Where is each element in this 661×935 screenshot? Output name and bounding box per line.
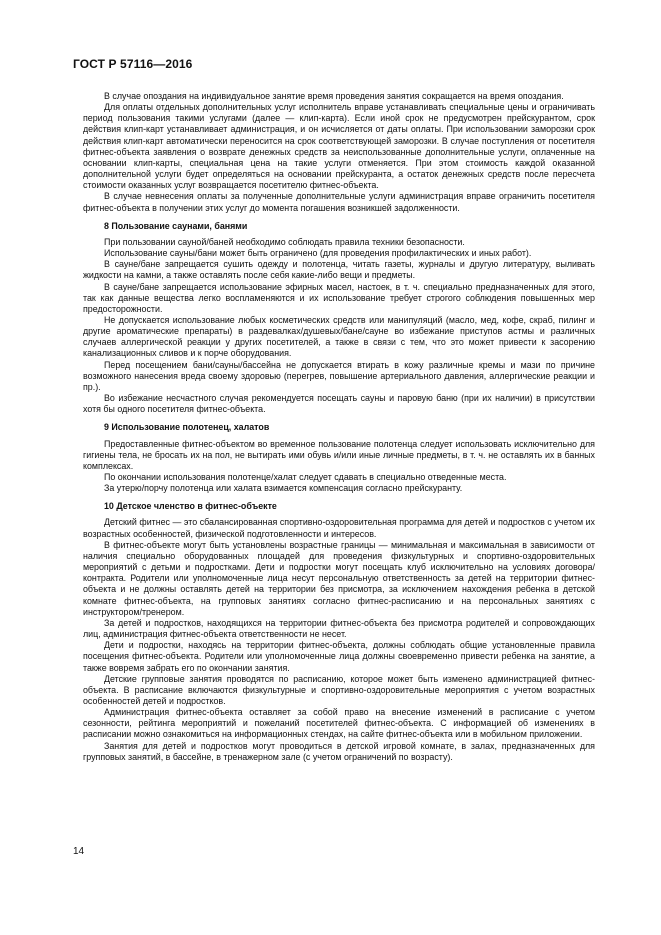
section-heading: 8 Пользование саунами, банями (104, 220, 248, 231)
paragraph: В случае невнесения оплаты за полученные дополнительные услуги администрация вправе ограничить посетителя фитнес-объекта в получении этих услуг до момента погашения возникшей задолженности. (83, 191, 595, 213)
section-heading: 9 Использование полотенец, халатов (104, 422, 270, 433)
paragraph: За утерю/порчу полотенца или халата взимается компенсация согласно прейскуранту. (104, 483, 463, 494)
standard-header: ГОСТ Р 57116—2016 (73, 57, 193, 71)
paragraph: Администрация фитнес-объекта оставляет за собой право на внесение изменений в расписание с учетом сезонности, рейтинга мероприятий и пожеланий посетителей фитнес-объекта. С информацией об изменениях в расписании можно ознакомиться на информационных стендах, на сайте фитнес-объекта или в мобильном приложении. (83, 707, 595, 740)
page-number: 14 (73, 846, 85, 857)
paragraph: Во избежание несчастного случая рекомендуется посещать сауны и паровую баню (при их наличии) в присутствии хотя бы одного посетителя фитнес-объекта. (83, 393, 595, 415)
paragraph: В случае опоздания на индивидуальное занятие время проведения занятия сокращается на время опоздания. (104, 91, 564, 101)
paragraph: Занятия для детей и подростков могут проводиться в детской игровой комнате, в залах, предназначенных для групповых занятий, в бассейне, в тренажерном зале (с учетом ограничений по возрасту). (83, 740, 595, 762)
paragraph: Детский фитнес — это сбалансированная спортивно-оздоровительная программа для детей и подростков с учетом их возрастных особенностей, физической подготовленности и интересов. (83, 517, 595, 539)
paragraph: При пользовании сауной/баней необходимо соблюдать правила техники безопасности. (104, 236, 465, 247)
paragraph: В сауне/бане запрещается использование эфирных масел, настоек, в т. ч. специально предназначенных для этого, так как данные вещества легко воспламеняются и их использование требует строгого соблюдения повышенных мер предосторожности. (83, 281, 595, 314)
paragraph: Для оплаты отдельных дополнительных услуг исполнитель вправе устанавливать специальные цены и ограничивать период пользования такими услугами (далее — клип-карта). Если иной срок не предусмотрен прейскурантом, срок действия клип-карт устанавливает администрация, и он исчисляется от даты оплаты. При использовании заморозки срок действия клип-карт автоматически переносится на срок соответствующей заморозки. В случае поступления от посетителя фитнес-объекта заявления о возврате денежных средств за неиспользованные дополнительные услуги, оплаченные на основании клип-карты, специальная цена на такие услуги отменяется. При этом стоимость каждой оказанной дополнительной услуги будет определяться на основании прейскуранта, а остаток денежных средств после пересчета стоимости оказанных услуг возвращается посетителю фитнес-объекта. (83, 102, 595, 191)
paragraph: Дети и подростки, находясь на территории фитнес-объекта, должны соблюдать общие установленные правила посещения фитнес-объекта. Родители или уполномоченные лица должны своевременно привести ребенка на занятие, а также вовремя забрать его по окончании занятия. (83, 640, 595, 673)
paragraph: В фитнес-объекте могут быть установлены возрастные границы — минимальная и максимальная в зависимости от наличия специально оборудованных площадей для проведения физкультурных и спортивно-оздоровительных мероприятий с детьми и подростками. Дети и подростки могут посещать клуб исключительно на условиях договора/контракта. Родители или уполномоченные лица несут персональную ответственность за детей на территории фитнес-объекта и не должны оставлять детей на территории без присмотра, за исключением нахождения ребенка в детской комнате фитнес-объекта, на групповых занятиях согласно фитнес-расписанию и на персональных занятиях с инструктором/тренером. (83, 539, 595, 617)
paragraph: По окончании использования полотенце/халат следует сдавать в специально отведенные места. (104, 472, 507, 482)
paragraph: За детей и подростков, находящихся на территории фитнес-объекта без присмотра родителей и сопровождающих лиц, администрация фитнес-объекта ответственности не несет. (83, 617, 595, 640)
paragraph: Перед посещением бани/сауны/бассейна не допускается втирать в кожу различные кремы и мази по причине возможного нанесения вреда своему здоровью (перегрев, повышение артериального давления, аллергические реакции и пр.). (83, 359, 595, 392)
section-heading: 10 Детское членство в фитнес-объекте (104, 501, 277, 512)
paragraph: Детские групповые занятия проводятся по расписанию, которое может быть изменено администрацией фитнес-объекта. В расписание включаются физкультурные и спортивно-оздоровительные мероприятия с учетом возрастных особенностей детей и подростков. (83, 673, 595, 706)
page-content (83, 91, 595, 763)
paragraph: Предоставленные фитнес-объектом во временное пользование полотенца следует использовать исключительно для гигиены тела, не бросать их на пол, не вытирать ими обувь и/или иные личные предметы, в т. ч. не оставлять их в банных комплексах. (83, 438, 595, 471)
paragraph: В сауне/бане запрещается сушить одежду и полотенца, читать газеты, журналы и другую литературу, выливать жидкости на камни, а также оставлять после себя какие-либо вещи и предметы. (83, 259, 595, 281)
paragraph: Не допускается использование любых косметических средств или манипуляций (масло, мед, кофе, скраб, пилинг и другие ароматические препараты) в раздевалках/душевых/бане/сауне во избежание приступов астмы и различных случаев аллергической реакции у других посетителей, а также в связи с тем, что это может привести к засорению канализационных сливов и к порче оборудования. (83, 314, 595, 359)
paragraph: Использование сауны/бани может быть ограничено (для проведения профилактических и иных работ). (104, 248, 532, 259)
